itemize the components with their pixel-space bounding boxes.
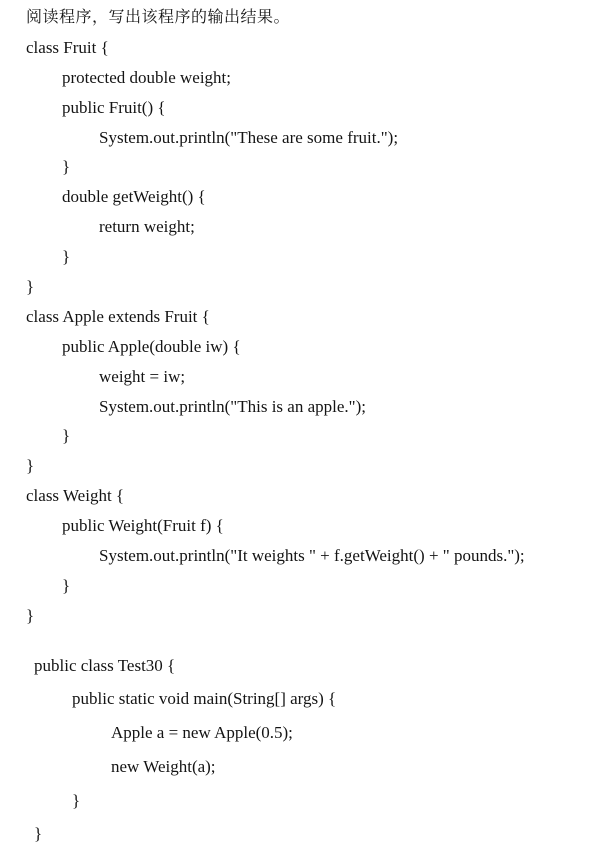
code-line: class Apple extends Fruit { xyxy=(26,307,210,326)
code-line: class Weight { xyxy=(26,486,125,505)
code-line: public static void main(String[] args) { xyxy=(72,689,337,708)
code-line: Apple a = new Apple(0.5); xyxy=(111,723,293,742)
code-line: public Apple(double iw) { xyxy=(62,337,241,356)
code-line: class Fruit { xyxy=(26,38,109,57)
code-line: } xyxy=(62,157,71,176)
code-line: public class Test30 { xyxy=(34,656,176,675)
question-title: 阅读程序，写出该程序的输出结果。 xyxy=(26,9,291,26)
code-line: System.out.println("This is an apple."); xyxy=(99,397,366,416)
code-line: new Weight(a); xyxy=(111,757,216,776)
code-line: } xyxy=(62,426,71,445)
code-line: weight = iw; xyxy=(99,367,186,386)
code-line: } xyxy=(26,606,35,625)
code-line: System.out.println("It weights " + f.getWeight() + " pounds."); xyxy=(99,546,525,565)
code-line: public Weight(Fruit f) { xyxy=(62,516,224,535)
code-line: System.out.println("These are some fruit."); xyxy=(99,128,399,147)
code-line: } xyxy=(26,456,35,475)
code-line: } xyxy=(62,576,71,595)
code-line: public Fruit() { xyxy=(62,98,166,117)
code-line: protected double weight; xyxy=(62,68,232,87)
code-line: } xyxy=(62,247,71,266)
code-line: double getWeight() { xyxy=(62,187,206,206)
code-line: return weight; xyxy=(99,217,195,236)
code-line: } xyxy=(72,791,81,810)
code-line: } xyxy=(26,277,35,296)
code-line: } xyxy=(34,824,43,843)
